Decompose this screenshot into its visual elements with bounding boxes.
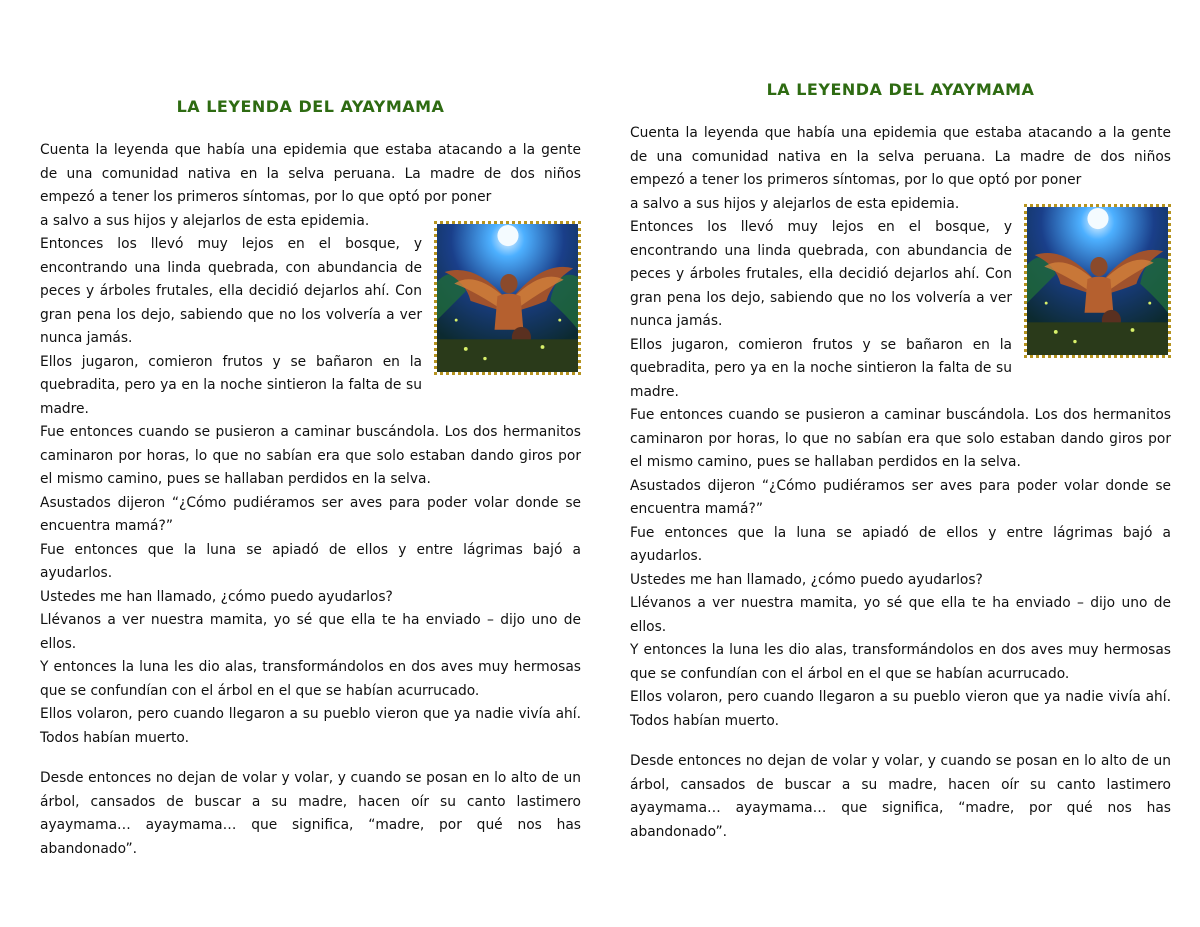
paragraph: Fue entonces que la luna se apiadó de ellos y entre lágrimas bajó a ayudarlos. [40,541,581,581]
paragraph: Ellos volaron, pero cuando llegaron a su pueblo vieron que ya nadie vivía ahí. Todos habían muerto. [40,706,581,746]
paragraph: Fue entonces cuando se pusieron a caminar buscándola. Los dos hermanitos caminaron por horas, lo que no sabían era que solo estaban dando giros por el mismo camino, pues se hallaban perdidos en la selva. [630,407,1171,470]
story-body [630,122,1171,844]
paragraph-spacer [40,750,581,767]
paragraph: Cuenta la leyenda que había una epidemia que estaba atacando a la gente de una comunidad nativa en la selva peruana. La madre de dos niños empezó a tener los primeros síntomas, por lo que optó por poner [40,142,581,205]
ayaymama-illustration [434,221,581,375]
paragraph: Fue entonces que la luna se apiadó de ellos y entre lágrimas bajó a ayudarlos. [630,524,1171,564]
ayaymama-illustration [1024,204,1171,358]
paragraph: Entonces los llevó muy lejos en el bosque, y encontrando una linda quebrada, con abundancia de peces y árboles frutales, ella decidió dejarlos ahí. Con gran pena los dejo, sabiendo que no los volvería a ver nunca jamás. [630,219,1012,329]
right-column [630,79,1171,844]
closing-paragraph: Desde entonces no dejan de volar y volar, y cuando se posan en lo alto de un árbol, cansados de buscar a su madre, hacen oír su canto lastimero ayaymama… ayaymama… que significa, “madre, por qué nos has abandonado”. [40,770,581,857]
closing-paragraph: Desde entonces no dejan de volar y volar, y cuando se posan en lo alto de un árbol, cansados de buscar a su madre, hacen oír su canto lastimero ayaymama… ayaymama… que significa, “madre, por qué nos has abandonado”. [630,753,1171,840]
paragraph: Y entonces la luna les dio alas, transformándolos en dos aves muy hermosas que se confundían con el árbol en el que se habían acurrucado. [40,659,581,699]
left-column [40,96,581,861]
paragraph: a salvo a sus hijos y alejarlos de esta epidemia. [40,212,370,229]
story-body [40,139,581,861]
paragraph: Fue entonces cuando se pusieron a caminar buscándola. Los dos hermanitos caminaron por horas, lo que no sabían era que solo estaban dando giros por el mismo camino, pues se hallaban perdidos en la selva. [40,424,581,487]
paragraph: Ellos volaron, pero cuando llegaron a su pueblo vieron que ya nadie vivía ahí. Todos habían muerto. [630,689,1171,729]
story-title: LA LEYENDA DEL AYAYMAMA [176,97,445,116]
paragraph: Cuenta la leyenda que había una epidemia que estaba atacando a la gente de una comunidad nativa en la selva peruana. La madre de dos niños empezó a tener los primeros síntomas, por lo que optó por poner [630,125,1171,188]
paragraph: Asustados dijeron “¿Cómo pudiéramos ser aves para poder volar donde se encuentra mamá?” [630,477,1171,517]
paragraph: Y entonces la luna les dio alas, transformándolos en dos aves muy hermosas que se confundían con el árbol en el que se habían acurrucado. [630,642,1171,682]
paragraph: Ustedes me han llamado, ¿cómo puedo ayudarlos? [40,588,393,605]
paragraph: Ellos jugaron, comieron frutos y se bañaron en la quebradita, pero ya en la noche sintieron la falta de su madre. [40,353,422,417]
paragraph: Asustados dijeron “¿Cómo pudiéramos ser aves para poder volar donde se encuentra mamá?” [40,494,581,534]
paragraph-spacer [630,733,1171,750]
paragraph: Entonces los llevó muy lejos en el bosque, y encontrando una linda quebrada, con abundancia de peces y árboles frutales, ella decidió dejarlos ahí. Con gran pena los dejo, sabiendo que no los volvería a ver nunca jamás. [40,236,422,346]
paragraph: a salvo a sus hijos y alejarlos de esta epidemia. [630,195,960,212]
story-title: LA LEYENDA DEL AYAYMAMA [766,80,1035,99]
paragraph: Llévanos a ver nuestra mamita, yo sé que ella te ha enviado – dijo uno de ellos. [40,612,581,652]
paragraph: Llévanos a ver nuestra mamita, yo sé que ella te ha enviado – dijo uno de ellos. [630,595,1171,635]
paragraph: Ustedes me han llamado, ¿cómo puedo ayudarlos? [630,571,983,588]
paragraph: Ellos jugaron, comieron frutos y se bañaron en la quebradita, pero ya en la noche sintieron la falta de su madre. [630,336,1012,400]
